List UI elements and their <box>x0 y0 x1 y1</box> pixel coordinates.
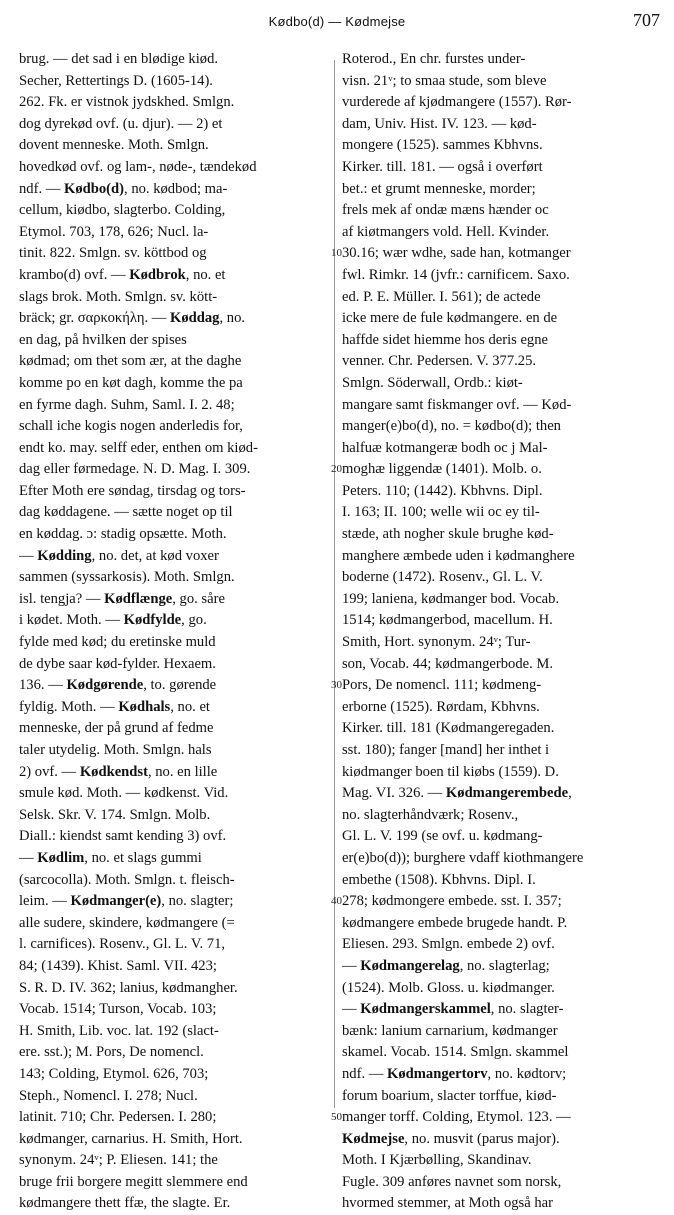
text-line: Vocab. 1514; Turson, Vocab. 103; <box>19 1001 217 1018</box>
text-line: smule kød. Moth. — kødkenst. Vid. <box>19 785 229 802</box>
page-number: 707 <box>633 10 660 30</box>
text-line: manger(e)bo(d), no. = kødbo(d); then <box>342 418 561 435</box>
text-line: forum boarium, slacter torffue, kiød- <box>342 1087 557 1104</box>
text-line: Selsk. Skr. V. 174. Smlgn. Molb. <box>19 806 211 823</box>
text-line: fylde med kød; du eretinske muld <box>19 634 216 651</box>
text-line: Kødmejse, no. musvit (parus major). <box>342 1130 560 1147</box>
text-line: i kødet. Moth. — Kødfylde, go. <box>19 612 207 629</box>
text-line: dag eller førmedage. N. D. Mag. I. 309. <box>19 461 251 478</box>
text-line: boderne (1472). Rosenv., Gl. L. V. <box>342 569 543 586</box>
text-line: kødmangere thett ffæ, the slagte. Er. <box>19 1195 231 1212</box>
text-line: Mag. VI. 326. — Kødmangerembede, <box>342 785 572 802</box>
text-line: manger torff. Colding, Etymol. 123. — <box>342 1109 571 1126</box>
text-line: Smlgn. Söderwall, Ordb.: kiøt- <box>342 374 523 391</box>
text-line: 262. Fk. er vistnok jydskhed. Smlgn. <box>19 94 235 111</box>
text-line: en dag, på hvilken der spises <box>19 331 187 348</box>
text-line: skamel. Vocab. 1514. Smlgn. skammel <box>342 1044 569 1061</box>
text-line: komme po en køt dagh, komme the pa <box>19 374 243 391</box>
text-line: 136. — Kødgørende, to. gørende <box>19 677 217 694</box>
text-line: kødmangere embede brugede handt. P. <box>342 914 568 931</box>
text-line: (1524). Molb. Gloss. u. kiødmanger. <box>342 979 555 996</box>
text-line: er(e)bo(d)); burghere vdaff kiothmangere <box>342 849 584 866</box>
text-line: son, Vocab. 44; kødmangerbode. M. <box>342 655 554 672</box>
text-line: visn. 21ᵛ; to smaa stude, som bleve <box>342 72 547 89</box>
text-line: erborne (1525). Rørdam, Kbhvns. <box>342 698 540 715</box>
text-line: Gl. L. V. 199 (se ovf. u. kødmang- <box>342 828 543 845</box>
text-line: en fyrme dagh. Suhm, Saml. I. 2. 48; <box>19 396 235 413</box>
text-line: hovedkød ovf. og lam-, nøde-, tændekød <box>19 158 257 175</box>
text-line: dam, Univ. Hist. IV. 123. — kød- <box>342 115 537 132</box>
text-line: fyldig. Moth. — Kødhals, no. et <box>19 698 210 715</box>
text-line: en køddag. ɔ: stadig opsætte. Moth. <box>19 526 227 543</box>
text-line: dag køddagene. — sætte noget op til <box>19 504 233 521</box>
text-line: fwl. Rimkr. 14 (jvfr.: carnificem. Saxo. <box>342 266 570 283</box>
text-line: frels mek af ondæ mæns hænder oc <box>342 202 549 219</box>
text-line: kødmad; om thet som ær, at the daghe <box>19 353 242 370</box>
text-line: schall iche kogis nogen anderledis for, <box>19 418 243 435</box>
line-number: 10 <box>331 247 342 260</box>
text-line: Smith, Hort. synonym. 24ᵛ; Tur- <box>342 634 531 651</box>
text-line: stæde, ath nogher skule brughe kød- <box>342 526 554 543</box>
text-line: sammen (syssarkosis). Moth. Smlgn. <box>19 569 235 586</box>
text-line: slags brok. Moth. Smlgn. sv. kött- <box>19 288 218 305</box>
text-line: Pors, De nomencl. 111; kødmeng- <box>342 677 542 694</box>
text-line: (sarcocolla). Moth. Smlgn. t. fleisch- <box>19 871 235 888</box>
text-line: kødmanger, carnarius. H. Smith, Hort. <box>19 1130 243 1147</box>
text-line: ndf. — Kødmangertorv, no. kødtorv; <box>342 1065 567 1082</box>
text-line: endt ko. may. selff eder, enthen om kiød- <box>19 439 258 456</box>
text-line: alle sudere, skindere, kødmangere (= <box>19 914 235 931</box>
text-line: — Kødmangerelag, no. slagterlag; <box>342 957 550 974</box>
text-line: — Kødmangerskammel, no. slagter- <box>342 1001 564 1018</box>
line-number: 20 <box>331 463 342 476</box>
text-line: 84; (1439). Khist. Saml. VII. 423; <box>19 957 217 974</box>
text-line: Fugle. 309 anføres navnet som norsk, <box>342 1173 562 1190</box>
text-line: 278; kødmongere embede. sst. I. 357; <box>342 893 562 910</box>
text-line: menneske, der på grund af fedme <box>19 720 214 737</box>
text-line: de dybe saar kød-fylder. Hexaem. <box>19 655 216 672</box>
text-line: kiødmanger boen til kiøbs (1559). D. <box>342 763 559 780</box>
text-line: icke mere de fule kødmangere. en de <box>342 310 558 327</box>
text-line: haffde sidet hiemme hos deris egne <box>342 331 549 348</box>
text-line: moghæ liggendæ (1401). Molb. o. <box>342 461 542 478</box>
text-line: Eliesen. 293. Smlgn. embede 2) ovf. <box>342 936 555 953</box>
text-line: Etymol. 703, 178, 626; Nucl. la- <box>19 223 209 240</box>
text-line: ndf. — Kødbo(d), no. kødbod; ma- <box>19 180 228 197</box>
text-line: ere. sst.); M. Pors, De nomencl. <box>19 1044 204 1061</box>
text-line: H. Smith, Lib. voc. lat. 192 (slact- <box>19 1022 219 1039</box>
text-line: 2) ovf. — Kødkendst, no. en lille <box>19 763 218 780</box>
text-line: l. carnifices). Rosenv., Gl. L. V. 71, <box>19 936 226 953</box>
text-line: isl. tengja? — Kødflænge, go. såre <box>19 590 225 607</box>
text-line: manghere æmbede uden i kødmanghere <box>342 547 575 564</box>
text-line: Kirker. till. 181. — også i overført <box>342 158 543 175</box>
text-line: ed. P. E. Müller. I. 561); de actede <box>342 288 541 305</box>
line-number: 50 <box>331 1111 342 1124</box>
text-line: dovent menneske. Moth. Smlgn. <box>19 137 209 154</box>
text-line: bruge frii borgere megitt slemmere end <box>19 1173 248 1190</box>
text-line: tinit. 822. Smlgn. sv. köttbod og <box>19 245 207 262</box>
text-line: I. 163; II. 100; welle wii oc ey til- <box>342 504 540 521</box>
text-line: cellum, kiødbo, slagterbo. Colding, <box>19 202 226 219</box>
running-head: Kødbo(d) — Kødmejse <box>268 14 406 29</box>
text-line: hvormed stemmer, at Moth også har <box>342 1195 553 1212</box>
text-line: bräck; gr. σαρκοκήλη. — Køddag, no. <box>19 310 246 327</box>
text-line: halfuæ kotmangeræ bodh oc j Mal- <box>342 439 548 456</box>
left-column <box>19 49 337 1215</box>
text-line: Peters. 110; (1442). Kbhvns. Dipl. <box>342 482 543 499</box>
text-line: leim. — Kødmanger(e), no. slagter; <box>19 893 234 910</box>
text-line: af kiøtmangers vold. Hell. Kvinder. <box>342 223 550 240</box>
text-line: Moth. I Kjærbølling, Skandinav. <box>342 1152 532 1169</box>
text-line: latinit. 710; Chr. Pedersen. I. 280; <box>19 1109 217 1126</box>
text-line: Roterod., En chr. furstes under- <box>342 51 526 67</box>
text-line: no. slagterhåndværk; Rosenv., <box>342 806 519 823</box>
text-line: taler utydelig. Moth. Smlgn. hals <box>19 742 212 758</box>
text-line: mangare samt fiskmanger ovf. — Kød- <box>342 396 572 413</box>
text-line: embethe (1508). Kbhvns. Dipl. I. <box>342 871 536 888</box>
text-line: vurderede af kjødmangere (1557). Rør- <box>342 94 572 111</box>
line-number: 40 <box>331 895 342 908</box>
text-line: Efter Moth ere søndag, tirsdag og tors- <box>19 482 246 499</box>
text-line: — Kødlim, no. et slags gummi <box>19 849 202 866</box>
text-line: bænk: lanium carnarium, kødmanger <box>342 1022 558 1039</box>
text-line: mongere (1525). sammes Kbhvns. <box>342 137 543 154</box>
text-line: 143; Colding, Etymol. 626, 703; <box>19 1065 209 1082</box>
text-line: 199; laniena, kødmanger bod. Vocab. <box>342 590 560 607</box>
text-line: dog dyrekød ovf. (u. djur). — 2) et <box>19 115 223 132</box>
text-line: synonym. 24ᵛ; P. Eliesen. 141; the <box>19 1152 218 1169</box>
right-column <box>342 49 660 1215</box>
line-number: 30 <box>331 679 342 692</box>
text-line: S. R. D. IV. 362; lanius, kødmangher. <box>19 979 238 996</box>
text-line: Kirker. till. 181 (Kødmangeregaden. <box>342 720 555 737</box>
page-header <box>0 10 674 36</box>
text-line: 30.16; wær wdhe, sade han, kotmanger <box>342 245 571 262</box>
column-divider <box>334 60 335 1108</box>
text-line: Diall.: kiendst samt kending 3) ovf. <box>19 828 227 845</box>
text-line: — Kødding, no. det, at kød voxer <box>19 547 219 564</box>
text-line: brug. — det sad i en blødige kiød. <box>19 51 219 67</box>
text-line: sst. 180); fanger [mand] her inthet i <box>342 742 550 758</box>
text-line: venner. Chr. Pedersen. V. 377.25. <box>342 353 537 370</box>
text-line: 1514; kødmangerbod, macellum. H. <box>342 612 553 629</box>
text-line: krambo(d) ovf. — Kødbrok, no. et <box>19 266 226 283</box>
text-line: bet.: et grumt menneske, morder; <box>342 180 536 197</box>
text-line: Secher, Rettertings D. (1605-14). <box>19 72 213 89</box>
text-line: Steph., Nomencl. I. 278; Nucl. <box>19 1087 198 1104</box>
